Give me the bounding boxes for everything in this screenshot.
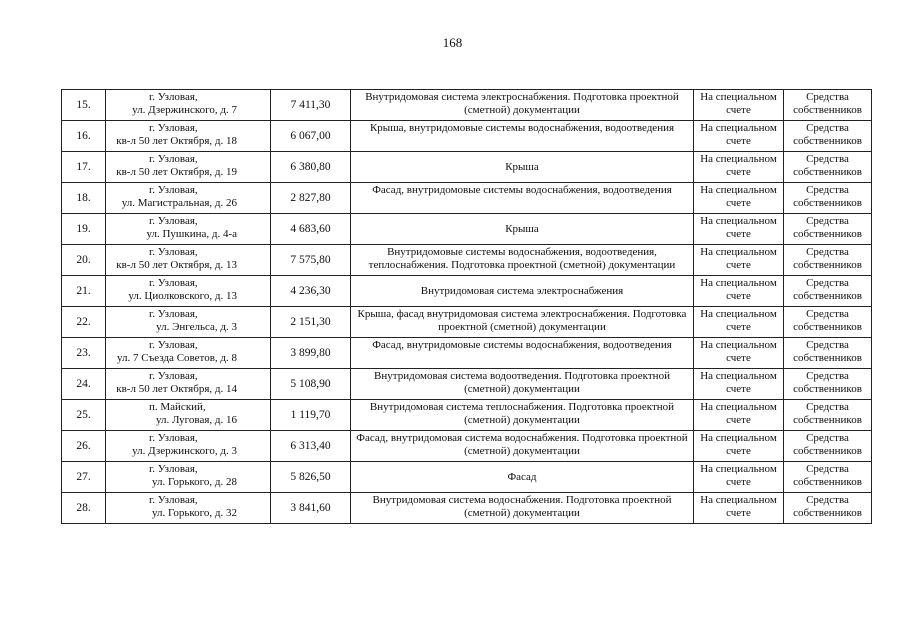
address-cell [106, 121, 271, 152]
account-cell: На специальном счете [694, 462, 784, 493]
work-type-cell: Внутридомовые системы водоснабжения, водоотведения, теплоснабжения. Подготовка проектной (сметной) документации [351, 245, 694, 276]
address-cell [106, 338, 271, 369]
address-locality: г. Узловая, [149, 370, 198, 382]
row-number: 26. [62, 431, 106, 462]
account-cell: На специальном счете [694, 493, 784, 524]
work-type-cell: Внутридомовая система теплоснабжения. Подготовка проектной (сметной) документации [351, 400, 694, 431]
row-number: 19. [62, 214, 106, 245]
address-locality: п. Майский, [149, 401, 206, 413]
table-row [62, 307, 872, 338]
table-row [62, 462, 872, 493]
address-street: ул. Энгельса, д. 3 [156, 321, 237, 333]
address-locality: г. Узловая, [149, 246, 198, 258]
row-number: 15. [62, 90, 106, 121]
table-row [62, 90, 872, 121]
table-row [62, 183, 872, 214]
cost-cell: 3 841,60 [271, 493, 351, 524]
funding-source-cell: Средства собственников [784, 90, 872, 121]
cost-cell: 6 380,80 [271, 152, 351, 183]
account-cell: На специальном счете [694, 400, 784, 431]
address-street: кв-л 50 лет Октября, д. 13 [116, 259, 237, 271]
table-row [62, 493, 872, 524]
account-cell: На специальном счете [694, 152, 784, 183]
address-street: ул. Магистральная, д. 26 [121, 197, 237, 209]
address-locality: г. Узловая, [149, 215, 198, 227]
table-row [62, 121, 872, 152]
account-cell: На специальном счете [694, 338, 784, 369]
account-cell: На специальном счете [694, 183, 784, 214]
cost-cell: 7 575,80 [271, 245, 351, 276]
address-locality: г. Узловая, [149, 122, 198, 134]
table-row [62, 369, 872, 400]
table-row [62, 431, 872, 462]
address-street: ул. Циолковского, д. 13 [128, 290, 237, 302]
row-number: 16. [62, 121, 106, 152]
funding-source-cell: Средства собственников [784, 183, 872, 214]
funding-source-cell: Средства собственников [784, 462, 872, 493]
address-cell [106, 214, 271, 245]
work-type-cell: Крыша, фасад внутридомовая система электроснабжения. Подготовка проектной (сметной) документации [351, 307, 694, 338]
account-cell: На специальном счете [694, 276, 784, 307]
address-cell [106, 462, 271, 493]
cost-cell: 6 313,40 [271, 431, 351, 462]
funding-source-cell: Средства собственников [784, 152, 872, 183]
address-locality: г. Узловая, [149, 91, 198, 103]
row-number: 20. [62, 245, 106, 276]
table-row [62, 400, 872, 431]
table-row [62, 276, 872, 307]
account-cell: На специальном счете [694, 121, 784, 152]
row-number: 22. [62, 307, 106, 338]
cost-cell: 1 119,70 [271, 400, 351, 431]
cost-cell: 7 411,30 [271, 90, 351, 121]
cost-cell: 2 827,80 [271, 183, 351, 214]
cost-cell: 4 236,30 [271, 276, 351, 307]
row-number: 28. [62, 493, 106, 524]
address-locality: г. Узловая, [149, 184, 198, 196]
address-locality: г. Узловая, [149, 153, 198, 165]
table-row [62, 214, 872, 245]
funding-source-cell: Средства собственников [784, 493, 872, 524]
repair-program-table [61, 89, 872, 524]
row-number: 18. [62, 183, 106, 214]
account-cell: На специальном счете [694, 90, 784, 121]
funding-source-cell: Средства собственников [784, 276, 872, 307]
cost-cell: 5 826,50 [271, 462, 351, 493]
address-cell [106, 431, 271, 462]
address-locality: г. Узловая, [149, 494, 198, 506]
address-locality: г. Узловая, [149, 277, 198, 289]
cost-cell: 2 151,30 [271, 307, 351, 338]
row-number: 25. [62, 400, 106, 431]
work-type-cell: Крыша [351, 214, 694, 245]
address-street: ул. 7 Съезда Советов, д. 8 [117, 352, 237, 364]
work-type-cell: Крыша [351, 152, 694, 183]
work-type-cell: Фасад, внутридомовая система водоснабжения. Подготовка проектной (сметной) документации [351, 431, 694, 462]
cost-cell: 4 683,60 [271, 214, 351, 245]
address-cell [106, 276, 271, 307]
address-cell [106, 245, 271, 276]
address-locality: г. Узловая, [149, 463, 198, 475]
account-cell: На специальном счете [694, 245, 784, 276]
work-type-cell: Крыша, внутридомовые системы водоснабжения, водоотведения [351, 121, 694, 152]
account-cell: На специальном счете [694, 431, 784, 462]
account-cell: На специальном счете [694, 369, 784, 400]
address-street: ул. Пушкина, д. 4-а [146, 228, 237, 240]
row-number: 24. [62, 369, 106, 400]
page-number: 168 [442, 35, 463, 50]
table-row [62, 152, 872, 183]
work-type-cell: Внутридомовая система электроснабжения. Подготовка проектной (сметной) документации [351, 90, 694, 121]
address-street: ул. Дзержинского, д. 7 [132, 104, 237, 116]
account-cell: На специальном счете [694, 307, 784, 338]
cost-cell: 6 067,00 [271, 121, 351, 152]
address-street: кв-л 50 лет Октября, д. 19 [116, 166, 237, 178]
address-street: кв-л 50 лет Октября, д. 14 [116, 383, 237, 395]
funding-source-cell: Средства собственников [784, 245, 872, 276]
address-cell [106, 183, 271, 214]
funding-source-cell: Средства собственников [784, 214, 872, 245]
address-cell [106, 369, 271, 400]
work-type-cell: Внутридомовая система водоотведения. Подготовка проектной (сметной) документации [351, 369, 694, 400]
address-locality: г. Узловая, [149, 432, 198, 444]
work-type-cell: Фасад, внутридомовые системы водоснабжения, водоотведения [351, 338, 694, 369]
address-street: ул. Горького, д. 32 [151, 507, 237, 519]
address-street: ул. Горького, д. 28 [151, 476, 237, 488]
address-cell [106, 307, 271, 338]
work-type-cell: Фасад, внутридомовые системы водоснабжения, водоотведения [351, 183, 694, 214]
table-row [62, 338, 872, 369]
address-locality: г. Узловая, [149, 339, 198, 351]
address-street: ул. Луговая, д. 16 [155, 414, 237, 426]
row-number: 27. [62, 462, 106, 493]
row-number: 17. [62, 152, 106, 183]
table-body [62, 90, 872, 524]
cost-cell: 5 108,90 [271, 369, 351, 400]
work-type-cell: Фасад [351, 462, 694, 493]
account-cell: На специальном счете [694, 214, 784, 245]
address-cell [106, 400, 271, 431]
address-cell [106, 493, 271, 524]
work-type-cell: Внутридомовая система электроснабжения [351, 276, 694, 307]
funding-source-cell: Средства собственников [784, 431, 872, 462]
table-row [62, 245, 872, 276]
address-street: кв-л 50 лет Октября, д. 18 [116, 135, 237, 147]
row-number: 21. [62, 276, 106, 307]
row-number: 23. [62, 338, 106, 369]
address-locality: г. Узловая, [149, 308, 198, 320]
funding-source-cell: Средства собственников [784, 307, 872, 338]
address-cell [106, 90, 271, 121]
funding-source-cell: Средства собственников [784, 369, 872, 400]
work-type-cell: Внутридомовая система водоснабжения. Подготовка проектной (сметной) документации [351, 493, 694, 524]
funding-source-cell: Средства собственников [784, 400, 872, 431]
address-street: ул. Дзержинского, д. 3 [132, 445, 237, 457]
funding-source-cell: Средства собственников [784, 338, 872, 369]
cost-cell: 3 899,80 [271, 338, 351, 369]
address-cell [106, 152, 271, 183]
funding-source-cell: Средства собственников [784, 121, 872, 152]
